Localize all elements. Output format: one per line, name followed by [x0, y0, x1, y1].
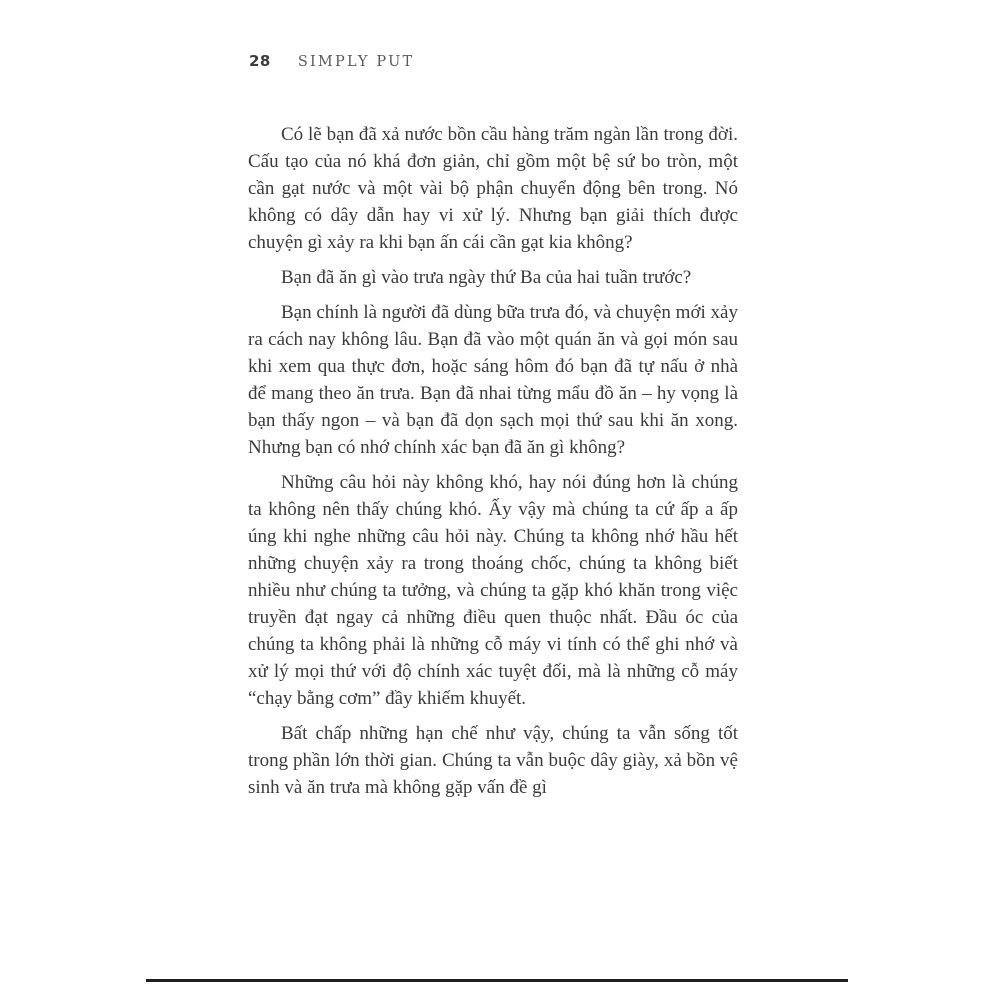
running-header — [249, 52, 414, 70]
body-paragraph: Có lẽ bạn đã xả nước bồn cầu hàng trăm ngàn lần trong đời. Cấu tạo của nó khá đơn giản, chỉ gồm một bệ sứ bo tròn, một cần gạt nước và một vài bộ phận chuyển động bên trong. Nó không có dây dẫn hay vi xử lý. Nhưng bạn giải thích được chuyện gì xảy ra khi bạn ấn cái cần gạt kia không? — [248, 124, 738, 253]
body-paragraph: Những câu hỏi này không khó, hay nói đúng hơn là chúng ta không nên thấy chúng khó. Ấy vậy mà chúng ta cứ ấp a ấp úng khi nghe những câu hỏi này. Chúng ta không nhớ hầu hết những chuyện xảy ra trong thoáng chốc, chúng ta không biết nhiều như chúng ta tưởng, và chúng ta gặp khó khăn trong việc truyền đạt ngay cả những điều quen thuộc nhất. Đầu óc của chúng ta không phải là những cỗ máy vi tính có thể ghi nhớ và xử lý mọi thứ với độ chính xác tuyệt đối, mà là những cỗ máy “chạy bằng cơm” đầy khiếm khuyết. — [248, 472, 738, 709]
page-number: 28 — [249, 52, 271, 70]
running-title: SIMPLY PUT — [297, 54, 415, 70]
body-paragraph: Bất chấp những hạn chế như vậy, chúng ta vẫn sống tốt trong phần lớn thời gian. Chúng ta vẫn buộc dây giày, xả bồn vệ sinh và ăn trưa mà không gặp vấn đề gì — [248, 723, 738, 798]
body-paragraph: Bạn chính là người đã dùng bữa trưa đó, và chuyện mới xảy ra cách nay không lâu. Bạn đã vào một quán ăn và gọi món sau khi xem qua thực đơn, hoặc sáng hôm đó bạn đã tự nấu ở nhà để mang theo ăn trưa. Bạn đã nhai từng mẩu đồ ăn – hy vọng là bạn thấy ngon – và bạn đã dọn sạch mọi thứ sau khi ăn xong. Nhưng bạn có nhớ chính xác bạn đã ăn gì không? — [248, 302, 738, 458]
body-text-block — [248, 121, 738, 809]
body-paragraph: Bạn đã ăn gì vào trưa ngày thứ Ba của hai tuần trước? — [281, 267, 692, 288]
footer-rule — [146, 979, 848, 982]
